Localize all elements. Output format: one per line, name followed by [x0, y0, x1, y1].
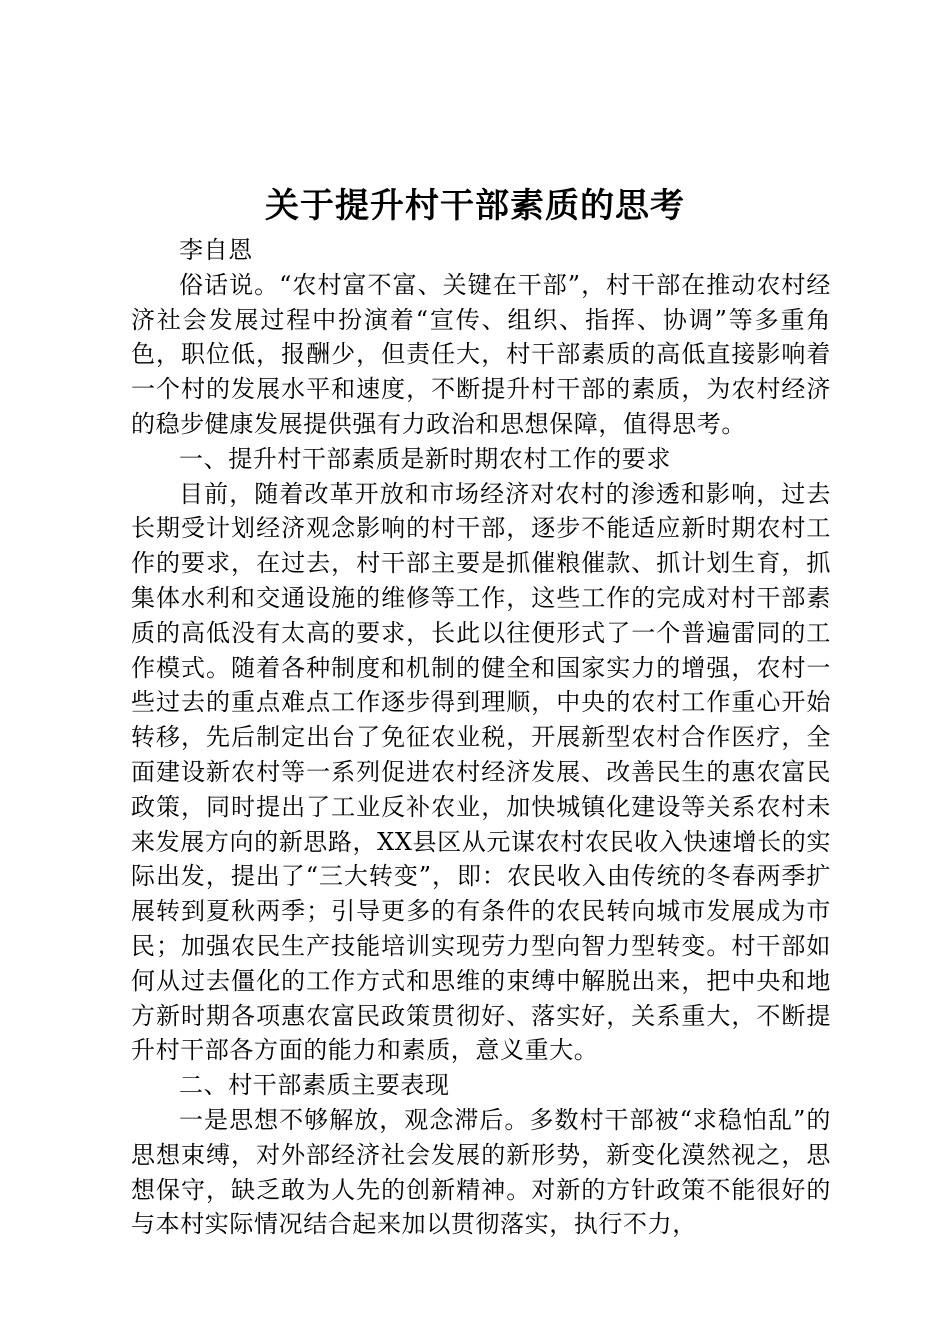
document-body	[131, 233, 831, 1242]
paragraph-intro: 俗话说。“农村富不富、关键在干部”，村干部在推动农村经济社会发展过程中扮演着“宣传、组织、指挥、协调”等多重角色，职位低，报酬少，但责任大，村干部素质的高低直接影响着一个村的发展水平和速度，不断提升村干部的素质，为农村经济的稳步健康发展提供强有力政治和思想保障，值得思考。	[131, 270, 831, 438]
author-line: 李自恩	[179, 236, 253, 264]
paragraph-section-1: 目前，随着改革开放和市场经济对农村的渗透和影响，过去长期受计划经济观念影响的村干部，逐步不能适应新时期农村工作的要求，在过去，村干部主要是抓催粮催款、抓计划生育，抓集体水利和交通设施的维修等工作，这些工作的完成对村干部素质的高低没有太高的要求，长此以往便形式了一个普遍雷同的工作模式。随着各种制度和机制的健全和国家实力的增强，农村一些过去的重点难点工作逐步得到理顺，中央的农村工作重心开始转移，先后制定出台了免征农业税，开展新型农村合作医疗，全面建设新农村等一系列促进农村经济发展、改善民生的惠农富民政策，同时提出了工业反补农业，加快城镇化建设等关系农村未来发展方向的新思路，XX县区从元谋农村农民收入快速增长的实际出发，提出了“三大转变”，即：农民收入由传统的冬春两季扩展转到夏秋两季；引导更多的有条件的农民转向城市发展成为市民；加强农民生产技能培训实现劳力型向智力型转变。村干部如何从过去僵化的工作方式和思维的束缚中解脱出来，把中央和地方新时期各项惠农富民政策贯彻好、落实好，关系重大，不断提升村干部各方面的能力和素质，意义重大。	[131, 479, 831, 1065]
paragraph-section-2: 一是思想不够解放，观念滞后。多数村干部被“求稳怕乱”的思想束缚，对外部经济社会发展的新形势，新变化漠然视之，思想保守，缺乏敢为人先的创新精神。对新的方针政策不能很好的与本村实际情况结合起来加以贯彻落实，执行不力，	[131, 1105, 831, 1239]
section-heading-2: 二、村干部素质主要表现	[179, 1071, 450, 1100]
document-title: 关于提升村干部素质的思考	[265, 186, 685, 226]
section-heading-1: 一、提升村干部素质是新时期农村工作的要求	[179, 444, 671, 473]
